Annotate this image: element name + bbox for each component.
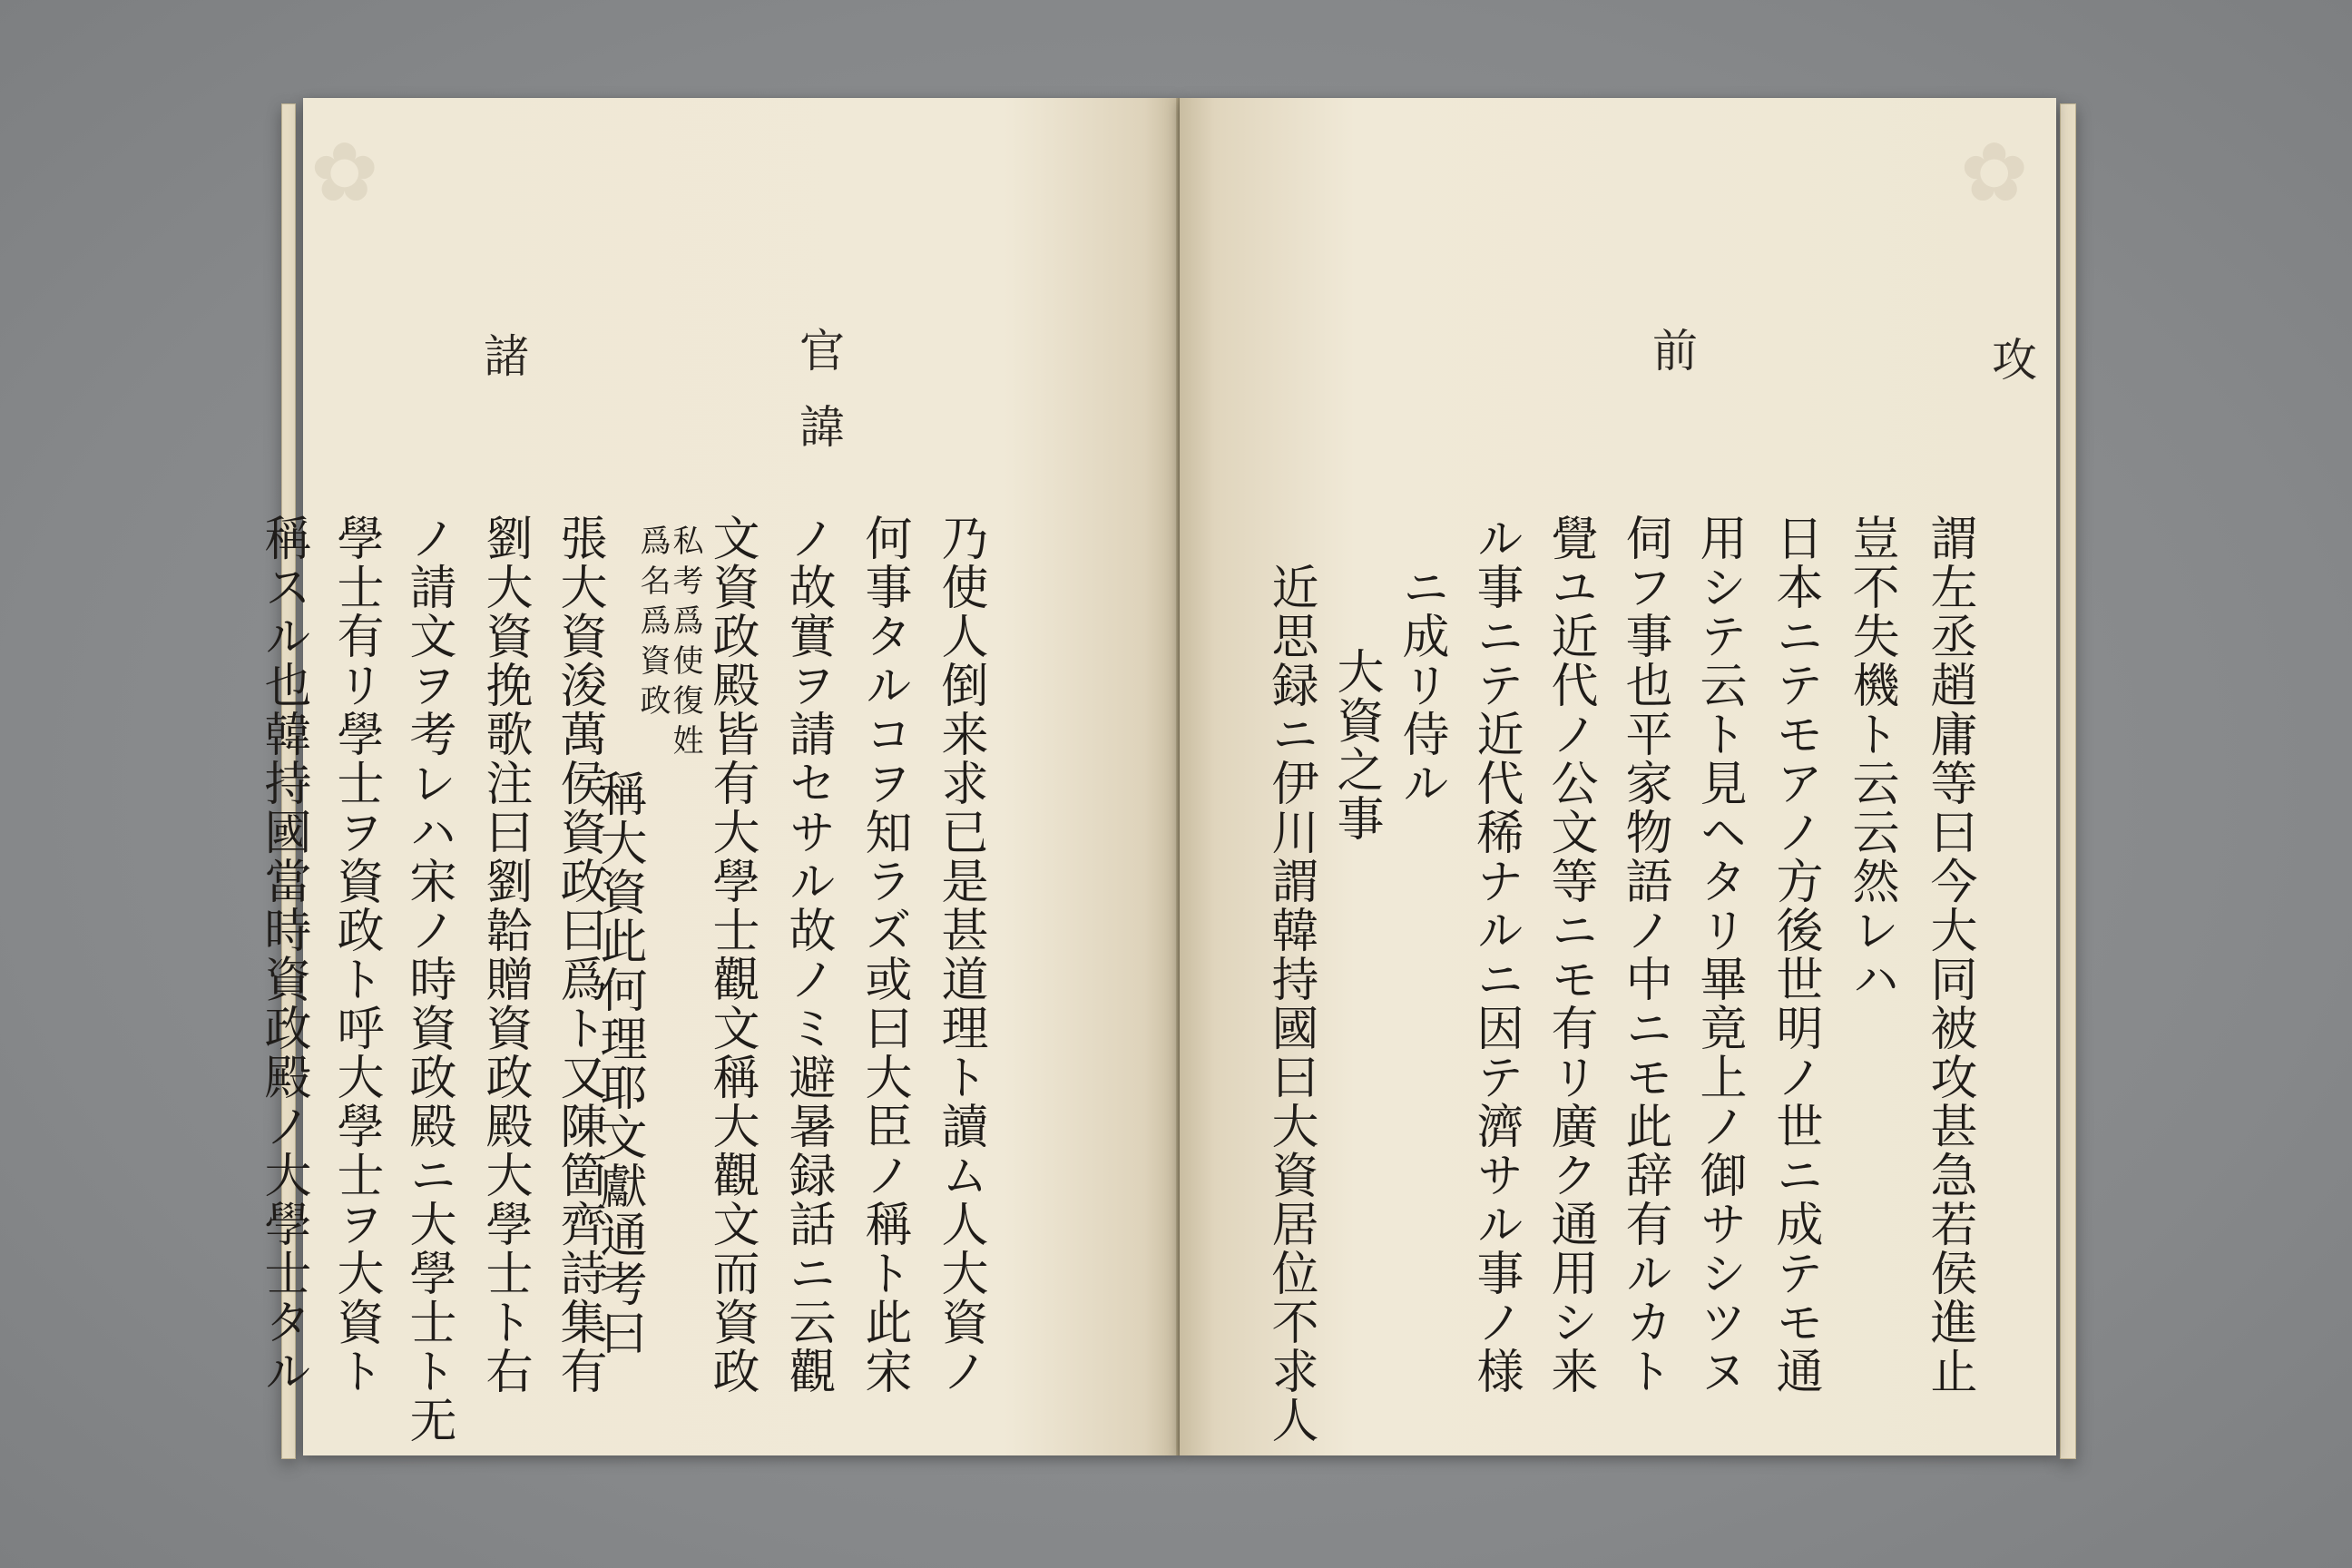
text-column: 文資政殿皆有大學士觀文稱大觀文而資政 [704, 514, 759, 1396]
text-column: 乃使人倒来求已是甚道理ト讀ム人大資ノ [933, 514, 987, 1396]
text-column: 稱スル也韓持國當時資政殿ノ大學士タル [256, 514, 310, 1396]
paper-stain: ✿ [1960, 125, 2029, 220]
text-column: ノ請文ヲ考レハ宋ノ時資政殿ニ大學士ト无 [401, 514, 456, 1445]
text-column: 何事タルコヲ知ラズ或曰大臣ノ稱ト此宋 [857, 514, 911, 1396]
text-column: 日本ニテモアノ方後世明ノ世ニ成テモ通 [1768, 514, 1822, 1396]
section-title-left: 官諱 [792, 327, 845, 479]
text-column: 學士有リ學士ヲ資政ト呼大學士ヲ大資ト [328, 514, 383, 1396]
text-column: 謂左丞趙庸等曰今大同被攻甚急若侯進止 [1922, 514, 1976, 1396]
annotation-column: 私考爲使復姓 [667, 524, 703, 764]
text-column: 豈不失機ト云云然レハ [1844, 514, 1898, 1004]
paper-stain: ✿ [310, 125, 379, 220]
side-label-top-right: 攻 [1984, 336, 2037, 412]
open-book [256, 98, 2067, 1459]
side-label-left: 諸 [476, 332, 529, 408]
text-column: 近思録ニ伊川謂韓持國曰大資居位不求人 [1263, 563, 1318, 1445]
text-column: 劉大資挽歌注曰劉韐贈資政殿大學士ト右 [477, 514, 532, 1396]
left-page [256, 98, 1180, 1455]
text-column: ル事ニテ近代稀ナルニ因テ濟サル事ノ様 [1468, 514, 1523, 1396]
text-column: 稱大資此何理耶文獻通考曰 [592, 769, 646, 1357]
text-column: ニ成リ侍ル [1394, 563, 1448, 808]
annotation-column: 爲名爲資政 [634, 524, 671, 724]
text-column: ノ故實ヲ請セサル故ノミ避暑録話ニ云觀 [780, 514, 835, 1396]
page-stack-right [2060, 103, 2076, 1459]
text-column: 伺フ事也平家物語ノ中ニモ此辞有ルカト [1617, 514, 1671, 1396]
text-column: 張大資浚萬侯資政曰爲ト又陳箇齊詩集有 [552, 514, 606, 1396]
text-column: 覺ユ近代ノ公文等ニモ有リ廣ク通用シ来 [1543, 514, 1597, 1396]
section-heading: 大資之事 [1328, 647, 1383, 843]
text-column: 用シテ云ト見ヘタリ畢竟上ノ御サシツヌ [1691, 514, 1746, 1396]
right-page [1180, 98, 2056, 1455]
side-label-mid-right: 前 [1645, 327, 1698, 403]
